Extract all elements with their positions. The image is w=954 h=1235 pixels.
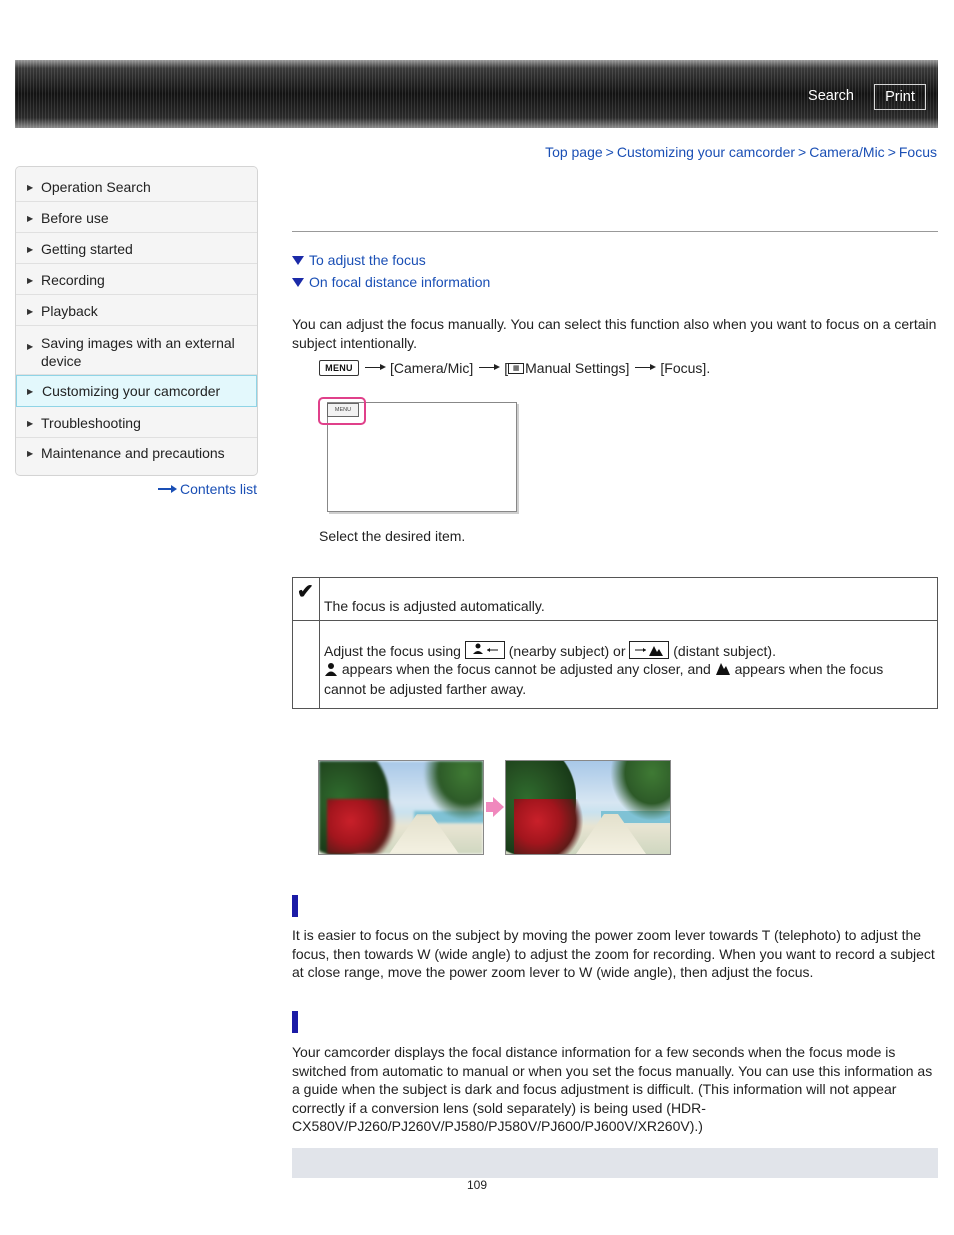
check-icon: ✔ bbox=[297, 581, 314, 603]
triangle-down-icon bbox=[292, 256, 304, 265]
sidebar-item-saving-images[interactable] bbox=[16, 326, 257, 375]
triangle-right-icon: ▶ bbox=[27, 214, 34, 223]
table-row bbox=[293, 621, 938, 709]
triangle-right-icon: ▶ bbox=[27, 342, 34, 351]
print-button[interactable]: Print bbox=[874, 84, 926, 110]
menu-button-icon: MENU bbox=[319, 360, 359, 376]
arrow-right-icon bbox=[635, 364, 657, 372]
breadcrumb-top-page[interactable]: Top page bbox=[545, 144, 603, 160]
sidebar-item-getting-started[interactable] bbox=[16, 233, 257, 264]
menu-step-manual-settings: Manual Settings] bbox=[525, 360, 630, 376]
option-manual-text-d: appears when the focus cannot be adjusted any closer, and bbox=[341, 661, 711, 677]
arrow-right-icon bbox=[158, 485, 178, 493]
pink-arrow-icon bbox=[486, 797, 504, 817]
triangle-right-icon: ▶ bbox=[27, 245, 34, 254]
sidebar-item-operation-search[interactable] bbox=[16, 167, 257, 202]
option-manual-text-a: Adjust the focus using bbox=[324, 643, 461, 659]
triangle-right-icon: ▶ bbox=[27, 307, 34, 316]
triangle-down-icon bbox=[292, 278, 304, 287]
breadcrumb bbox=[545, 144, 937, 160]
far-focus-icon bbox=[629, 641, 669, 659]
select-item-text: Select the desired item. bbox=[319, 528, 466, 544]
sidebar-item-before-use[interactable] bbox=[16, 202, 257, 233]
page-number: 109 bbox=[467, 1178, 488, 1192]
sidebar-item-label: Operation Search bbox=[41, 179, 151, 195]
triangle-right-icon: ▶ bbox=[27, 276, 34, 285]
sidebar-item-label: Troubleshooting bbox=[41, 415, 141, 431]
focus-options-table bbox=[292, 577, 938, 709]
option-manual-text-b: (nearby subject) or bbox=[508, 643, 626, 659]
breadcrumb-separator: > bbox=[605, 144, 614, 160]
sidebar-item-label: Recording bbox=[41, 272, 105, 288]
breadcrumb-separator: > bbox=[798, 144, 807, 160]
breadcrumb-customizing[interactable]: Customizing your camcorder bbox=[616, 144, 796, 160]
mountain-icon bbox=[715, 661, 731, 679]
anchor-focal-distance[interactable] bbox=[292, 274, 490, 290]
sidebar-nav bbox=[15, 166, 258, 476]
focus-example-photos bbox=[318, 760, 672, 855]
near-focus-icon bbox=[465, 641, 505, 659]
option-mark-cell bbox=[293, 621, 320, 709]
photo-before bbox=[318, 760, 484, 855]
header-bar bbox=[15, 60, 938, 128]
sidebar-item-label: Before use bbox=[41, 210, 109, 226]
option-auto-cell bbox=[320, 578, 938, 621]
sidebar-item-recording[interactable] bbox=[16, 264, 257, 295]
contents-list-link[interactable] bbox=[158, 481, 257, 497]
section-heading-bar bbox=[292, 1011, 298, 1033]
search-link[interactable]: Search bbox=[808, 88, 854, 104]
option-auto-text: The focus is adjusted automatically. bbox=[324, 598, 545, 614]
menu-step-focus: [Focus]. bbox=[660, 360, 711, 376]
menu-highlight-frame bbox=[318, 397, 366, 425]
tip-text: It is easier to focus on the subject by moving the power zoom lever towards T (telephoto) to adjust the focus, then towards W (wide angle) to adjust the zoom for recording. When you want to record a subject at close range, move the power zoom lever to W (wide angle), then adjust the focus. bbox=[292, 927, 935, 980]
section-heading-bar bbox=[292, 895, 298, 917]
option-manual-text-c: (distant subject). bbox=[673, 643, 776, 659]
photo-after bbox=[505, 760, 671, 855]
anchor-adjust-focus[interactable] bbox=[292, 252, 426, 268]
triangle-right-icon: ▶ bbox=[27, 387, 34, 396]
menu-path bbox=[319, 360, 710, 376]
sidebar-item-label: Saving images with an external device bbox=[41, 335, 235, 369]
breadcrumb-focus[interactable]: Focus bbox=[898, 144, 937, 160]
option-mark-cell bbox=[293, 578, 320, 621]
sidebar-item-label: Getting started bbox=[41, 241, 133, 257]
sidebar-item-customizing[interactable] bbox=[16, 375, 257, 407]
arrow-right-icon bbox=[479, 364, 501, 372]
sidebar-item-label: Maintenance and precautions bbox=[41, 445, 225, 461]
screen-menu-button: MENU bbox=[327, 403, 359, 417]
focal-distance-text: Your camcorder displays the focal distance information for a few seconds when the focus mode is switched from automatic to manual or when you set the focus manually. You can use this information as a guide when the subject is dark and focus adjustment is difficult. (This information will not appear correctly if a conversion lens (sold separately) is being used (HDR-CX580V/PJ260/PJ260V/PJ580/PJ580V/PJ600/PJ600V/XR260V).) bbox=[292, 1044, 933, 1134]
footer-bar bbox=[292, 1148, 938, 1178]
breadcrumb-camera-mic[interactable]: Camera/Mic bbox=[809, 144, 885, 160]
intro-text: You can adjust the focus manually. You can select this function also when you want to focus on a certain subject intentionally. bbox=[292, 316, 937, 351]
sidebar-item-playback[interactable] bbox=[16, 295, 257, 326]
table-row bbox=[293, 578, 938, 621]
menu-step-camera-mic: [Camera/Mic] bbox=[390, 360, 474, 376]
arrow-right-icon bbox=[365, 364, 387, 372]
triangle-right-icon: ▶ bbox=[27, 183, 34, 192]
title-divider bbox=[292, 231, 938, 232]
contents-list-label: Contents list bbox=[180, 481, 258, 497]
triangle-right-icon: ▶ bbox=[27, 449, 34, 458]
anchor-label: On focal distance information bbox=[309, 274, 491, 290]
person-icon bbox=[324, 662, 338, 680]
manual-settings-icon: ▦ bbox=[508, 363, 524, 374]
menu-step-bracket: [ bbox=[504, 360, 509, 376]
breadcrumb-separator: > bbox=[887, 144, 896, 160]
sidebar-item-troubleshooting[interactable] bbox=[16, 407, 257, 438]
sidebar-item-label: Playback bbox=[41, 303, 98, 319]
option-manual-cell bbox=[320, 621, 938, 709]
anchor-label: To adjust the focus bbox=[309, 252, 426, 268]
option-manual-text-e: appears when the focus cannot be adjusted farther away. bbox=[324, 661, 884, 697]
sidebar-item-label: Customizing your camcorder bbox=[42, 383, 221, 399]
sidebar-item-maintenance[interactable] bbox=[16, 438, 257, 474]
triangle-right-icon: ▶ bbox=[27, 419, 34, 428]
